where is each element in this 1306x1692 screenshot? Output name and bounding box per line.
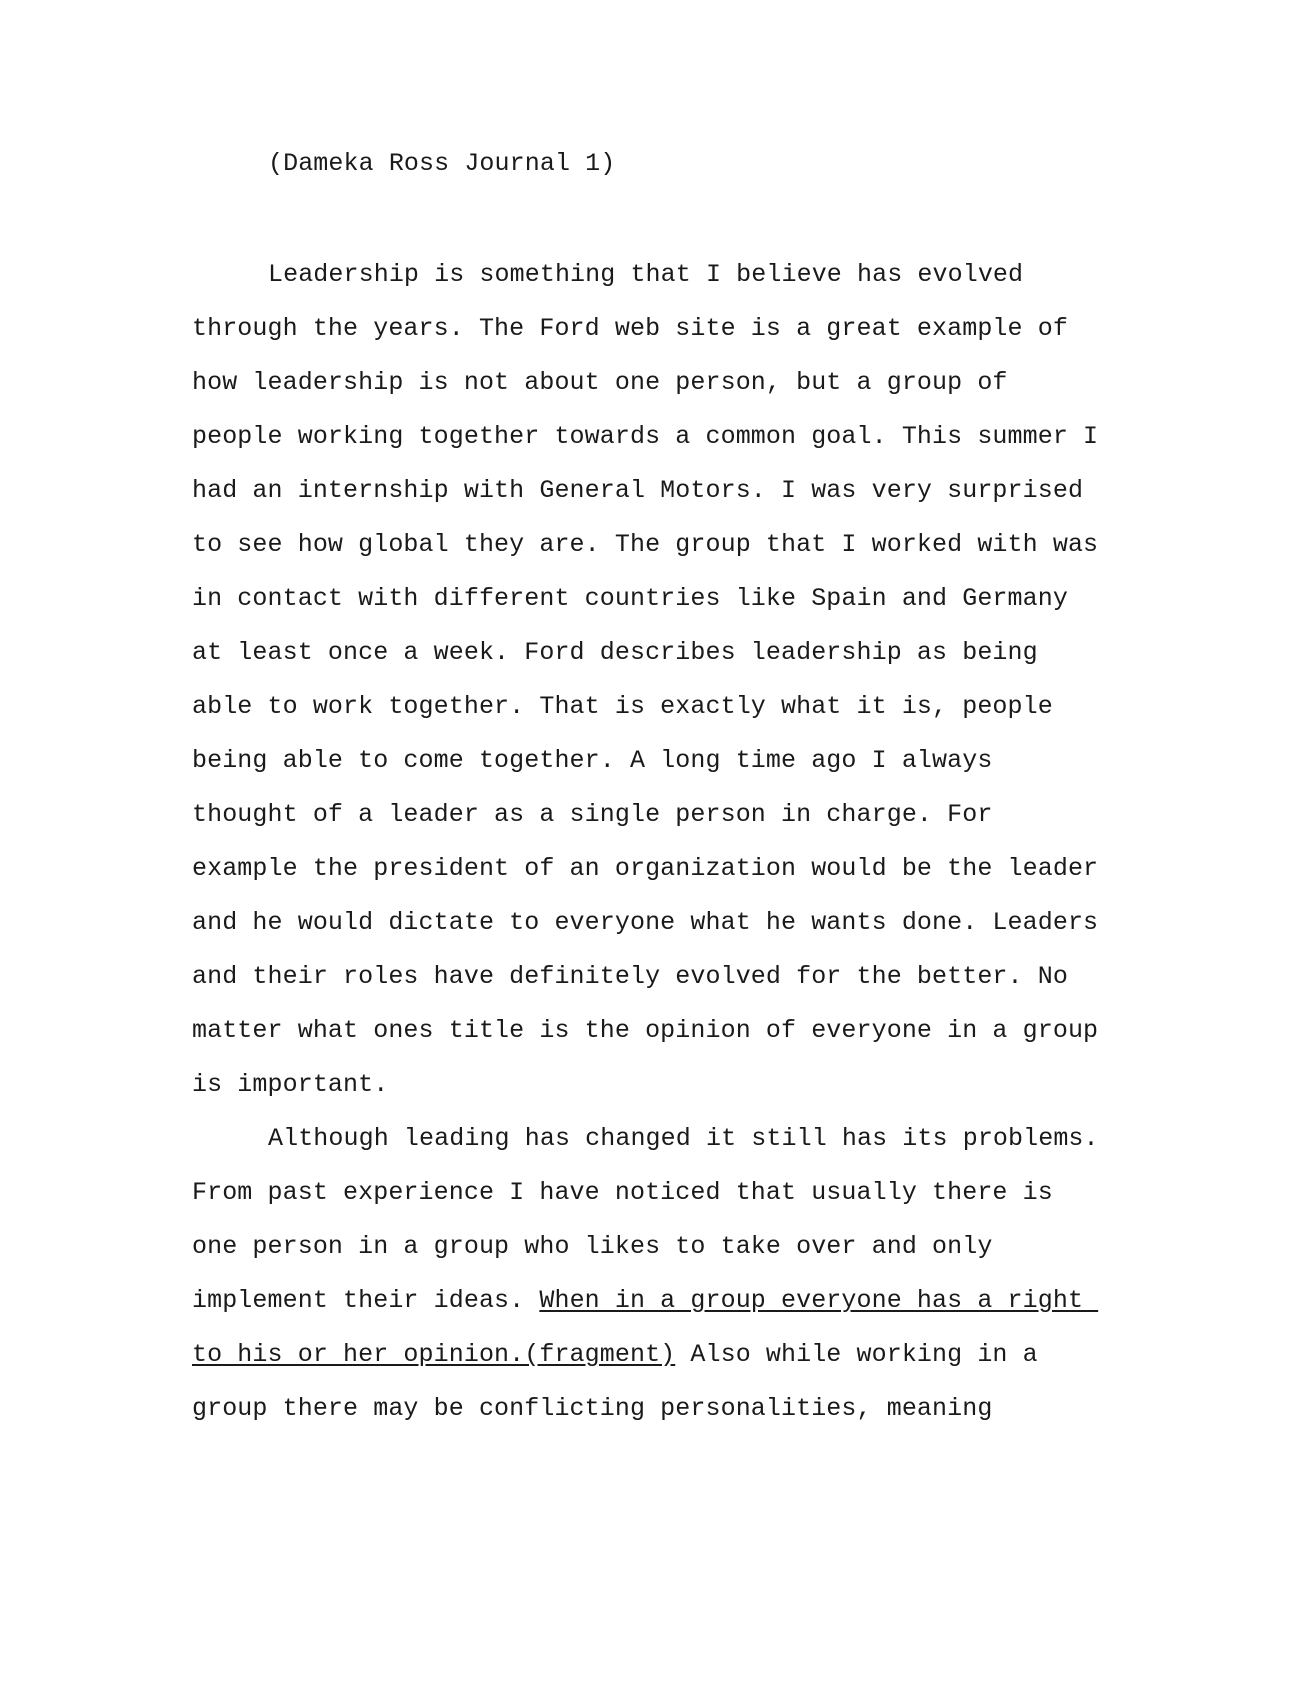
paragraph-1-line-8: at least once a week. Ford describes leadership as being (192, 638, 1038, 667)
paragraph-1-line-7: in contact with different countries like Spain and Germany (192, 584, 1068, 613)
paragraph-1-line-6: to see how global they are. The group that I worked with was (192, 530, 1099, 559)
paragraph-1-line-4: people working together towards a common goal. This summer I (192, 422, 1099, 451)
paragraph-2-line-3: one person in a group who likes to take over and only (192, 1232, 993, 1261)
underlined-fragment-text: When in a group everyone has a right (539, 1286, 1099, 1315)
paragraph-1-line-3: how leadership is not about one person, but a group of (192, 368, 1008, 397)
underlined-fragment-text: to his or her opinion.(fragment) (192, 1340, 676, 1369)
paragraph-2-line-5 (192, 1340, 1038, 1370)
paragraph-1-line-15: matter what ones title is the opinion of everyone in a group (192, 1016, 1099, 1045)
paragraph-2-line-2: From past experience I have noticed that usually there is (192, 1178, 1053, 1207)
paragraph-1-line-14: and their roles have definitely evolved for the better. No (192, 962, 1068, 991)
paragraph-1-line-13: and he would dictate to everyone what he wants done. Leaders (192, 908, 1099, 937)
plain-text: implement their ideas. (192, 1286, 540, 1315)
journal-title: (Dameka Ross Journal 1) (268, 149, 616, 178)
paragraph-2-line-6: group there may be conflicting personalities, meaning (192, 1394, 993, 1423)
paragraph-1-line-16: is important. (192, 1070, 389, 1099)
paragraph-1-line-5: had an internship with General Motors. I was very surprised (192, 476, 1084, 505)
paragraph-2-line-4 (192, 1286, 1098, 1316)
paragraph-1-line-10: being able to come together. A long time ago I always (192, 746, 993, 775)
paragraph-2-line-1: Although leading has changed it still has its problems. (268, 1124, 1099, 1153)
plain-text: Also while working in a (675, 1340, 1038, 1369)
paragraph-1-line-9: able to work together. That is exactly what it is, people (192, 692, 1053, 721)
paragraph-1-line-2: through the years. The Ford web site is a great example of (192, 314, 1068, 343)
paragraph-1-line-1: Leadership is something that I believe has evolved (268, 260, 1024, 289)
paragraph-1-line-11: thought of a leader as a single person in charge. For (192, 800, 993, 829)
paragraph-1-line-12: example the president of an organization would be the leader (192, 854, 1099, 883)
